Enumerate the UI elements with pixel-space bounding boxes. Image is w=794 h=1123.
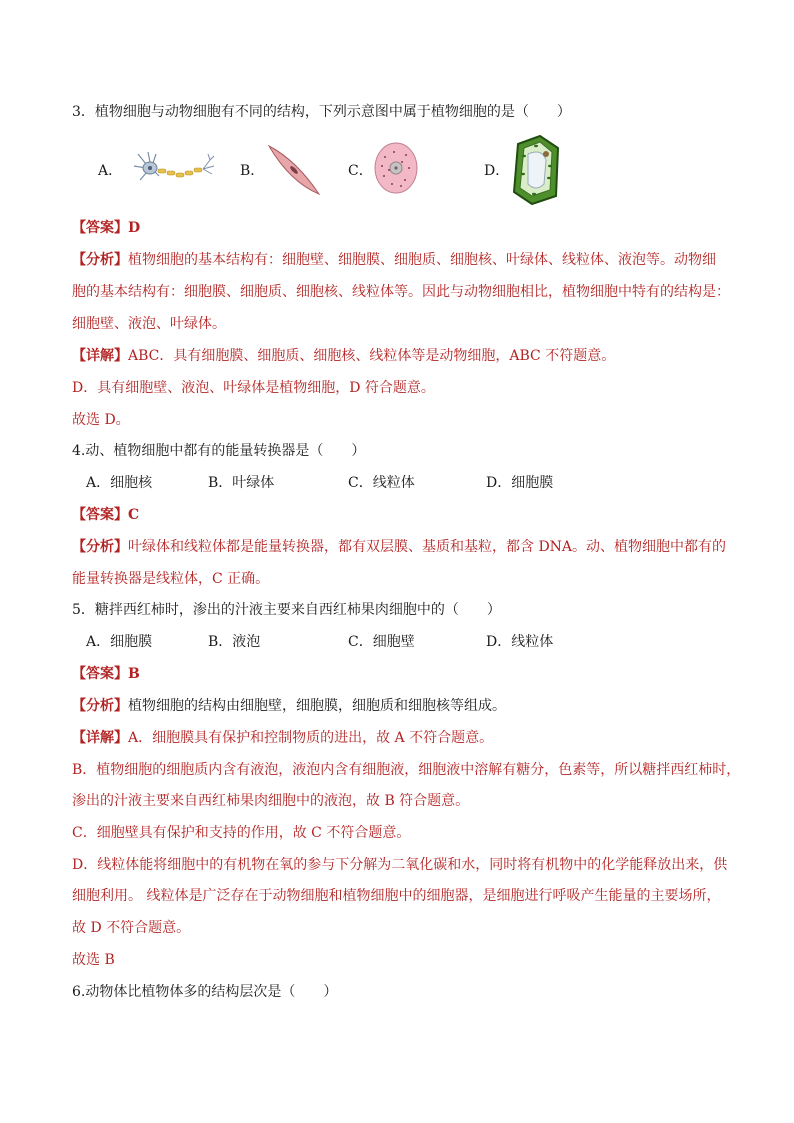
analysis-text: 植物细胞的基本结构有：细胞壁、细胞膜、细胞质、细胞核、叶绿体、线粒体、液泡等。动物细 bbox=[128, 252, 716, 268]
analysis-tag: 【分析】 bbox=[72, 698, 128, 714]
q3-detail-line-3: 故选 D。 bbox=[72, 412, 130, 428]
q4-option-d: D．细胞膜 bbox=[486, 475, 554, 491]
q3-option-b-label: B． bbox=[240, 163, 265, 179]
q3-option-a-label: A． bbox=[98, 163, 123, 179]
detail-text: A．细胞膜具有保护和控制物质的进出，故 A 不符合题意。 bbox=[128, 730, 494, 746]
q3-analysis-line-3: 细胞壁、液泡、叶绿体。 bbox=[72, 316, 226, 332]
analysis-tag: 【分析】 bbox=[72, 252, 128, 268]
detail-text: ABC．具有细胞膜、细胞质、细胞核、线粒体等是动物细胞，ABC 不符题意。 bbox=[128, 348, 616, 364]
q5-option-b: B．液泡 bbox=[208, 634, 261, 650]
q4-stem: 4.动、植物细胞中都有的能量转换器是（ ） bbox=[72, 443, 366, 459]
q5-option-c: C．细胞壁 bbox=[348, 634, 415, 650]
q5-stem: 5．糖拌西红柿时，渗出的汁液主要来自西红柿果肉细胞中的（ ） bbox=[72, 602, 501, 618]
answer-value: C bbox=[128, 507, 140, 523]
answer-tag: 【答案】 bbox=[72, 507, 128, 523]
q4-answer bbox=[72, 505, 139, 525]
q5-option-a: A．细胞膜 bbox=[86, 634, 153, 650]
detail-tag: 【详解】 bbox=[72, 348, 128, 364]
q4-option-c: C．线粒体 bbox=[348, 475, 415, 491]
answer-tag: 【答案】 bbox=[72, 220, 128, 236]
q5-detail-line-7: 故 D 不符合题意。 bbox=[72, 920, 191, 936]
q5-detail-line-1 bbox=[72, 728, 493, 748]
smooth-muscle-cell-figure bbox=[266, 142, 322, 198]
q4-option-a: A．细胞核 bbox=[86, 475, 153, 491]
q3-analysis-line-2: 胞的基本结构有：细胞膜、细胞质、细胞核、线粒体等。因此与动物细胞相比，植物细胞中特有的结构是： bbox=[72, 284, 730, 300]
q3-stem: 3．植物细胞与动物细胞有不同的结构，下列示意图中属于植物细胞的是（ ） bbox=[72, 104, 571, 120]
detail-tag: 【详解】 bbox=[72, 730, 128, 746]
animal-cell-figure bbox=[372, 140, 420, 196]
q5-answer bbox=[72, 664, 140, 684]
q5-detail-line-3: 渗出的汁液主要来自西红柿果肉细胞中的液泡，故 B 符合题意。 bbox=[72, 793, 470, 809]
q5-detail-line-5: D．线粒体能将细胞中的有机物在氧的参与下分解为二氧化碳和水，同时将有机物中的化学能释放出来，供 bbox=[72, 857, 728, 873]
plant-cell-figure bbox=[510, 134, 562, 206]
q5-detail-line-6: 细胞利用。 线粒体是广泛存在于动物细胞和植物细胞中的细胞器，是细胞进行呼吸产生能量的主要场所， bbox=[72, 888, 721, 904]
q4-option-b: B．叶绿体 bbox=[208, 475, 275, 491]
q4-analysis-line-1 bbox=[72, 537, 726, 557]
analysis-text: 叶绿体和线粒体都是能量转换器，都有双层膜、基质和基粒，都含 DNA。动、植物细胞中都有的 bbox=[128, 539, 727, 555]
q5-option-d: D．线粒体 bbox=[486, 634, 554, 650]
q3-detail-line-1 bbox=[72, 346, 615, 366]
q5-detail-line-2: B．植物细胞的细胞质内含有液泡，液泡内含有细胞液，细胞液中溶解有糖分，色素等，所以糖拌西红柿时， bbox=[72, 762, 741, 778]
q5-analysis bbox=[72, 696, 506, 716]
q3-detail-line-2: D．具有细胞壁、液泡、叶绿体是植物细胞，D 符合题意。 bbox=[72, 380, 435, 396]
q6-stem: 6.动物体比植物体多的结构层次是（ ） bbox=[72, 984, 338, 1000]
q3-analysis-line-1 bbox=[72, 250, 716, 270]
q3-option-d-label: D． bbox=[484, 163, 510, 179]
answer-tag: 【答案】 bbox=[72, 666, 128, 682]
q3-option-c-label: C． bbox=[348, 163, 373, 179]
analysis-text: 植物细胞的结构由细胞壁，细胞膜，细胞质和细胞核等组成。 bbox=[128, 698, 506, 714]
q5-detail-line-8: 故选 B bbox=[72, 952, 115, 968]
q4-analysis-line-2: 能量转换器是线粒体，C 正确。 bbox=[72, 571, 270, 587]
analysis-tag: 【分析】 bbox=[72, 539, 128, 555]
answer-value: D bbox=[128, 220, 141, 236]
answer-value: B bbox=[128, 666, 140, 682]
q5-detail-line-4: C．细胞壁具有保护和支持的作用，故 C 不符合题意。 bbox=[72, 825, 411, 841]
q3-answer bbox=[72, 218, 140, 238]
neuron-cell-figure bbox=[128, 146, 218, 196]
